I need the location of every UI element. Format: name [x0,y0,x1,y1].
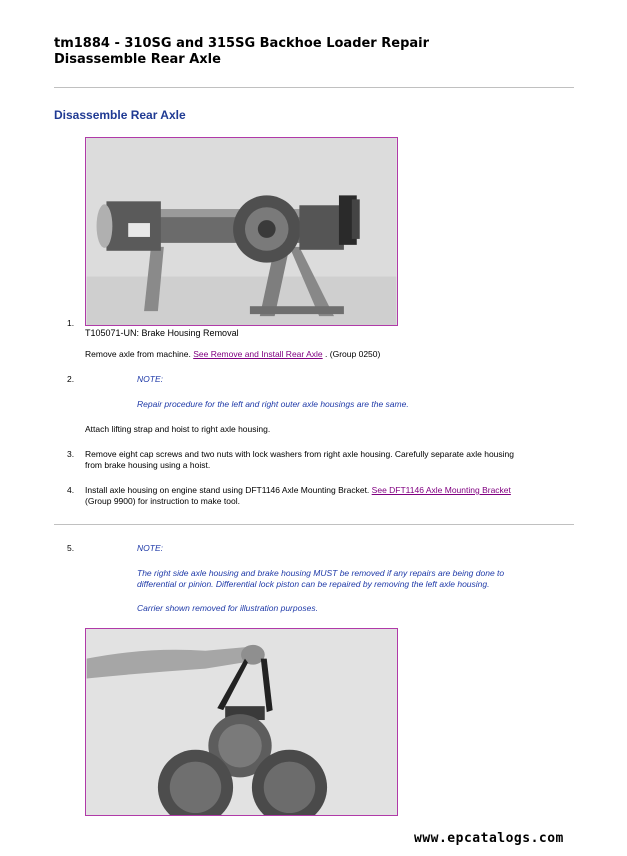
step-5-note-line2: differential or pinion. Differential lock piston can be repaired by removing the left axle housing. [137,579,490,589]
link-dft1146-axle-mounting-bracket[interactable]: See DFT1146 Axle Mounting Bracket [371,485,511,495]
step-2-number: 2. [67,374,75,384]
document-title [54,36,429,68]
step-1-number: 1. [67,318,75,328]
section-divider [54,524,574,525]
document-title-line1: tm1884 - 310SG and 315SG Backhoe Loader Repair [54,36,430,51]
step-2-text: Attach lifting strap and hoist to right axle housing. [85,424,271,434]
step-5-note-line3: Carrier shown removed for illustration purposes. [137,603,318,613]
axle-photo-illustration [86,138,397,325]
step-4-number: 4. [67,485,75,495]
step-5-note-line1: The right side axle housing and brake housing MUST be removed if any repairs are being done to [137,568,505,578]
watermark-website: www.epcatalogs.com [414,831,564,846]
step-3-text [85,449,514,471]
gears-photo-illustration [86,629,397,815]
step-3-number: 3. [67,449,75,459]
step-1-text-before: Remove axle from machine. [85,349,191,359]
step-2-note-text: Repair procedure for the left and right outer axle housings are the same. [137,399,409,409]
step-2-note-label: NOTE: [137,374,163,384]
step-4-text-before: Install axle housing on engine stand using DFT1146 Axle Mounting Bracket. [85,485,370,495]
step-1-text [85,349,380,360]
figure-1-caption: T105071-UN: Brake Housing Removal [85,328,239,338]
header-divider [54,87,574,88]
step-4-text [85,485,511,507]
step-1-text-after: . (Group 0250) [325,349,381,359]
step-5-note-label: NOTE: [137,543,163,553]
step-5-note-text [137,568,504,590]
section-heading: Disassemble Rear Axle [54,108,186,122]
step-3-text-line1: Remove eight cap screws and two nuts with lock washers from right axle housing. Carefully separate axle housing [85,449,514,459]
document-title-line2: Disassemble Rear Axle [54,52,221,67]
step-3-text-line2: from brake housing using a hoist. [85,460,211,470]
link-remove-install-rear-axle[interactable]: See Remove and Install Rear Axle [193,349,323,359]
figure-differential-gears [85,628,398,816]
step-5-number: 5. [67,543,75,553]
step-4-text-line2: (Group 9900) for instruction to make tool. [85,496,240,506]
figure-brake-housing-removal [85,137,398,326]
